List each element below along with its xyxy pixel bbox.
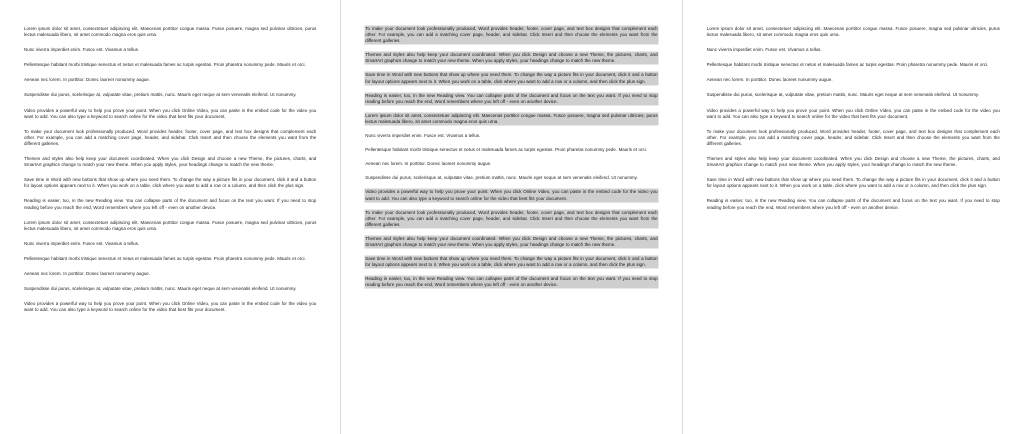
paragraph[interactable]: Video provides a powerful way to help you prove your point. When you click Online Video, you can paste in the embed code for the video you want to add. You can also type a keyword to search online for the video that best fits your document. <box>365 189 658 201</box>
paragraph[interactable]: Suspendisse dui purus, scelerisque at, vulputate vitae, pretium mattis, nunc. Mauris eget neque at sem venenatis eleifend. Ut nonummy. <box>365 175 638 181</box>
paragraph[interactable]: Lorem ipsum dolor sit amet, consectetuer adipiscing elit. Maecenas porttitor congue massa. Fusce posuere, magna sed pulvinar ultricies, purus lectus malesuada libero, sit amet commodo magna eros quis urna. <box>24 26 317 38</box>
paragraph[interactable]: Suspendisse dui purus, scelerisque at, vulputate vitae, pretium mattis, nunc. Mauris eget neque at sem venenatis eleifend. Ut nonummy. <box>24 286 297 292</box>
paragraph[interactable]: Pellentesque habitant morbi tristique senectus et netus et malesuada fames ac turpis egestas. Proin pharetra nonummy pede. Mauris et orci. <box>24 255 306 261</box>
paragraph[interactable]: Video provides a powerful way to help you prove your point. When you click Online Video, you can paste in the embed code for the video you want to add. You can also type a keyword to search online for the video that best fits your document. <box>24 301 317 313</box>
paragraph[interactable]: To make your document look professionally produced, Word provides header, footer, cover page, and text box designs that complement each other. For example, you can add a matching cover page, header, and sidebar. Click Insert and then choose the elements you want from the different galleries. <box>365 209 658 227</box>
paragraph[interactable]: Reading is easier, too, in the new Reading view. You can collapse parts of the document and focus on the text you want. If you need to stop reading before you reach the end, Word remembers where you left off - even on another device. <box>706 198 1000 210</box>
paragraph[interactable]: Aenean nec lorem. In porttitor. Donec laoreet nonummy augue. <box>24 77 151 83</box>
paragraph[interactable]: Themes and styles also help keep your document coordinated. When you click Design and choose a new Theme, the pictures, charts, and SmartArt graphics change to match your new theme. When you apply styles, your headings change to match the new theme. <box>24 156 317 168</box>
paragraph[interactable]: Nunc viverra imperdiet enim. Fusce est. Vivamus a tellus. <box>24 47 140 53</box>
page-right-content <box>683 0 1024 434</box>
paragraph[interactable]: Lorem ipsum dolor sit amet, consectetuer adipiscing elit. Maecenas porttitor congue massa. Fusce posuere, magna sed pulvinar ultricies, purus lectus malesuada libero, sit amet commodo magna eros quis urna. <box>24 219 317 231</box>
paragraph[interactable]: Pellentesque habitant morbi tristique senectus et netus et malesuada fames ac turpis egestas. Proin pharetra nonummy pede. Mauris et orci. <box>24 62 306 68</box>
paragraph[interactable]: Pellentesque habitant morbi tristique senectus et netus et malesuada fames ac turpis egestas. Proin pharetra nonummy pede. Mauris et orci. <box>365 147 647 153</box>
paragraph[interactable]: Reading is easier, too, in the new Reading view. You can collapse parts of the document and focus on the text you want. If you need to stop reading before you reach the end, Word remembers where you left off - even on another device. <box>365 276 658 288</box>
paragraph[interactable]: Themes and styles also help keep your document coordinated. When you click Design and choose a new Theme, the pictures, charts, and SmartArt graphics change to match your new theme. When you apply styles, your headings change to match the new theme. <box>365 52 658 64</box>
paragraph[interactable]: Aenean nec lorem. In porttitor. Donec laoreet nonummy augue. <box>706 77 833 83</box>
paragraph[interactable]: To make your document look professionally produced, Word provides header, footer, cover page, and text box designs that complement each other. For example, you can add a matching cover page, header, and sidebar. Click Insert and then choose the elements you want from the different galleries. <box>365 26 658 44</box>
document-page-left[interactable] <box>0 0 341 434</box>
paragraph[interactable]: Save time in Word with new buttons that show up where you need them. To change the way a picture fits in your document, click it and a button for layout options appears next to it. When you work on a table, click where you want to add a row or a column, and then click the plus sign. <box>706 177 1000 189</box>
paragraph[interactable]: Suspendisse dui purus, scelerisque at, vulputate vitae, pretium mattis, nunc. Mauris eget neque at sem venenatis eleifend. Ut nonummy. <box>24 92 297 98</box>
paragraph[interactable]: Nunc viverra imperdiet enim. Fusce est. Vivamus a tellus. <box>365 133 481 139</box>
paragraph[interactable]: Lorem ipsum dolor sit amet, consectetuer adipiscing elit. Maecenas porttitor congue massa. Fusce posuere, magna sed pulvinar ultricies, purus lectus malesuada libero, sit amet commodo magna eros quis urna. <box>365 112 658 124</box>
page-center-content <box>341 0 681 434</box>
paragraph[interactable]: Pellentesque habitant morbi tristique senectus et netus et malesuada fames ac turpis egestas. Proin pharetra nonummy pede. Mauris et orci. <box>706 62 989 68</box>
paragraph[interactable]: Reading is easier, too, in the new Reading view. You can collapse parts of the document and focus on the text you want. If you need to stop reading before you reach the end, Word remembers where you left off - even on another device. <box>24 198 317 210</box>
paragraph[interactable]: To make your document look professionally produced, Word provides header, footer, cover page, and text box designs that complement each other. For example, you can add a matching cover page, header, and sidebar. Click Insert and then choose the elements you want from the different galleries. <box>24 128 317 146</box>
page-left-content <box>0 0 340 434</box>
paragraph[interactable]: Aenean nec lorem. In porttitor. Donec laoreet nonummy augue. <box>365 161 492 167</box>
paragraph[interactable]: Themes and styles also help keep your document coordinated. When you click Design and choose a new Theme, the pictures, charts, and SmartArt graphics change to match your new theme. When you apply styles, your headings change to match the new theme. <box>365 235 658 247</box>
paragraph[interactable]: Video provides a powerful way to help you prove your point. When you click Online Video, you can paste in the embed code for the video you want to add. You can also type a keyword to search online for the video that best fits your document. <box>24 107 317 119</box>
paragraph[interactable]: Reading is easier, too, in the new Reading view. You can collapse parts of the document and focus on the text you want. If you need to stop reading before you reach the end, Word remembers where you left off - even on another device. <box>365 92 658 104</box>
paragraph[interactable]: To make your document look professionally produced, Word provides header, footer, cover page, and text box designs that complement each other. For example, you can add a matching cover page, header, and sidebar. Click Insert and then choose the elements you want from the different galleries. <box>706 128 1000 146</box>
document-page-center[interactable] <box>341 0 682 434</box>
paragraph[interactable]: Suspendisse dui purus, scelerisque at, vulputate vitae, pretium mattis, nunc. Mauris eget neque at sem venenatis eleifend. Ut nonummy. <box>706 92 980 98</box>
paragraph[interactable]: Save time in Word with new buttons that show up where you need them. To change the way a picture fits in your document, click it and a button for layout options appears next to it. When you work on a table, click where you want to add a row or a column, and then click the plus sign. <box>24 177 317 189</box>
paragraph[interactable]: Nunc viverra imperdiet enim. Fusce est. Vivamus a tellus. <box>706 47 822 53</box>
paragraph[interactable]: Save time in Word with new buttons that show up where you need them. To change the way a picture fits in your document, click it and a button for layout options appears next to it. When you work on a table, click where you want to add a row or a column, and then click the plus sign. <box>365 256 658 268</box>
paragraph[interactable]: Save time in Word with new buttons that show up where you need them. To change the way a picture fits in your document, click it and a button for layout options appears next to it. When you work on a table, click where you want to add a row or a column, and then click the plus sign. <box>365 72 658 84</box>
paragraph[interactable]: Aenean nec lorem. In porttitor. Donec laoreet nonummy augue. <box>24 270 151 276</box>
paragraph[interactable]: Lorem ipsum dolor sit amet, consectetuer adipiscing elit. Maecenas porttitor congue massa. Fusce posuere, magna sed pulvinar ultricies, purus lectus malesuada libero, sit amet commodo magna eros quis urna. <box>706 26 1000 38</box>
document-page-right[interactable] <box>683 0 1024 434</box>
paragraph[interactable]: Nunc viverra imperdiet enim. Fusce est. Vivamus a tellus. <box>24 240 140 246</box>
paragraph[interactable]: Video provides a powerful way to help you prove your point. When you click Online Video, you can paste in the embed code for the video you want to add. You can also type a keyword to search online for the video that best fits your document. <box>706 107 1000 119</box>
paragraph[interactable]: Themes and styles also help keep your document coordinated. When you click Design and choose a new Theme, the pictures, charts, and SmartArt graphics change to match your new theme. When you apply styles, your headings change to match the new theme. <box>706 156 1000 168</box>
